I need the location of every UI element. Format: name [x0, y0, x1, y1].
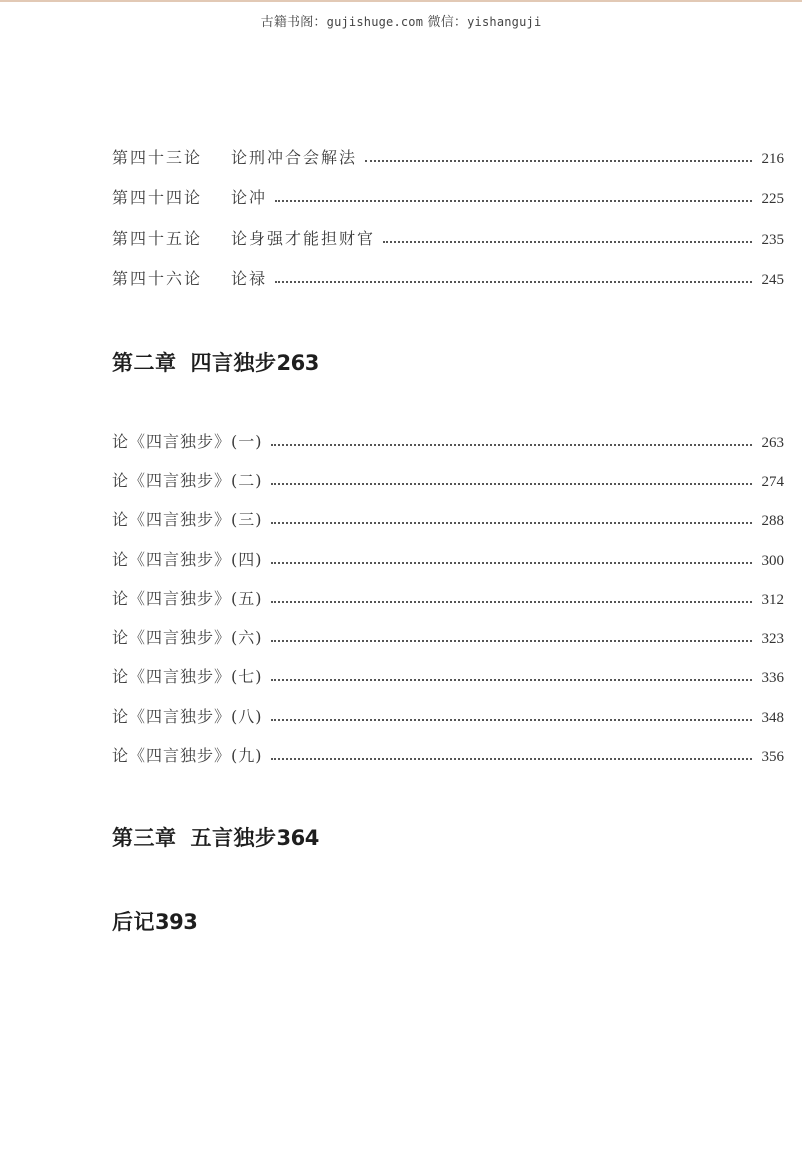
- dot-leader: [365, 160, 752, 162]
- toc-entry-title: 论身强才能担财官: [231, 229, 376, 248]
- chapter2-title: 四言独步: [190, 351, 277, 375]
- toc-entry-title: 论刑冲合会解法: [231, 148, 358, 167]
- afterword-label: 后记: [112, 910, 155, 934]
- toc-entry[interactable]: [112, 665, 784, 687]
- toc-entry-page: 348: [761, 710, 784, 726]
- toc-entry-page: 274: [761, 474, 784, 490]
- toc-entry[interactable]: [112, 469, 784, 491]
- dot-leader: [271, 562, 753, 564]
- chapter2-heading[interactable]: [112, 347, 319, 377]
- toc-entry-chapter: 第四十四论: [112, 188, 203, 207]
- toc-entry-page: 263: [761, 435, 784, 451]
- toc-entry[interactable]: [112, 146, 784, 168]
- toc-entry[interactable]: [112, 186, 784, 208]
- toc-entry[interactable]: [112, 626, 784, 648]
- toc-entry-chapter: 第四十三论: [112, 148, 203, 167]
- toc-entry[interactable]: [112, 267, 784, 289]
- page-header: [0, 11, 802, 30]
- toc-entry[interactable]: [112, 430, 784, 452]
- toc-entry-title: 论《四言独步》(六): [112, 628, 263, 647]
- toc-entry-title: 论《四言独步》(五): [112, 589, 263, 608]
- dot-leader: [275, 281, 752, 283]
- toc-entry-page: 300: [761, 553, 784, 569]
- dot-leader: [383, 241, 752, 243]
- toc-entry-title: 论冲: [231, 188, 268, 207]
- top-border-line: [0, 0, 802, 2]
- dot-leader: [271, 719, 753, 721]
- toc-entry-page: 225: [761, 191, 784, 207]
- toc-entry[interactable]: [112, 587, 784, 609]
- dot-leader: [271, 444, 753, 446]
- chapter2-label: 第二章: [112, 351, 177, 375]
- dot-leader: [271, 640, 753, 642]
- toc-entry-chapter: 第四十五论: [112, 229, 203, 248]
- dot-leader: [275, 200, 752, 202]
- toc-entry[interactable]: [112, 227, 784, 249]
- dot-leader: [271, 522, 753, 524]
- toc-entry-page: 216: [761, 151, 784, 167]
- toc-entry-title: 论《四言独步》(九): [112, 746, 263, 765]
- header-wechat-id: yishanguji: [467, 15, 542, 29]
- afterword-heading[interactable]: [112, 906, 197, 936]
- toc-entry[interactable]: [112, 548, 784, 570]
- toc-entry[interactable]: [112, 508, 784, 530]
- toc-entry-title: 论禄: [231, 269, 268, 288]
- dot-leader: [271, 758, 753, 760]
- chapter3-label: 第三章: [112, 826, 177, 850]
- toc-entry-title: 论《四言独步》(三): [112, 510, 263, 529]
- toc-entry-page: 288: [761, 513, 784, 529]
- toc-entry-page: 323: [761, 631, 784, 647]
- chapter3-heading[interactable]: [112, 822, 319, 852]
- toc-entry-page: 336: [761, 670, 784, 686]
- chapter3-page: 364: [276, 826, 319, 850]
- dot-leader: [271, 679, 753, 681]
- toc-entry-title: 论《四言独步》(二): [112, 471, 263, 490]
- header-site-label: 古籍书阁：: [260, 15, 327, 30]
- header-site-url[interactable]: gujishuge.com: [326, 15, 424, 29]
- toc-entry-title: 论《四言独步》(七): [112, 667, 263, 686]
- toc-entry-page: 245: [761, 272, 784, 288]
- toc-entry-title: 论《四言独步》(一): [112, 432, 263, 451]
- toc-entry[interactable]: [112, 705, 784, 727]
- toc-entry-chapter: 第四十六论: [112, 269, 203, 288]
- dot-leader: [271, 601, 753, 603]
- chapter2-page: 263: [276, 351, 319, 375]
- toc-entry-title: 论《四言独步》(八): [112, 707, 263, 726]
- toc-entry-page: 235: [761, 232, 784, 248]
- afterword-page: 393: [155, 910, 198, 934]
- toc-entry[interactable]: [112, 744, 784, 766]
- toc-entry-title: 论《四言独步》(四): [112, 550, 263, 569]
- header-wechat-label: 微信：: [427, 15, 468, 30]
- toc-entry-page: 356: [761, 749, 784, 765]
- dot-leader: [271, 483, 753, 485]
- toc-entry-page: 312: [761, 592, 784, 608]
- chapter3-title: 五言独步: [190, 826, 277, 850]
